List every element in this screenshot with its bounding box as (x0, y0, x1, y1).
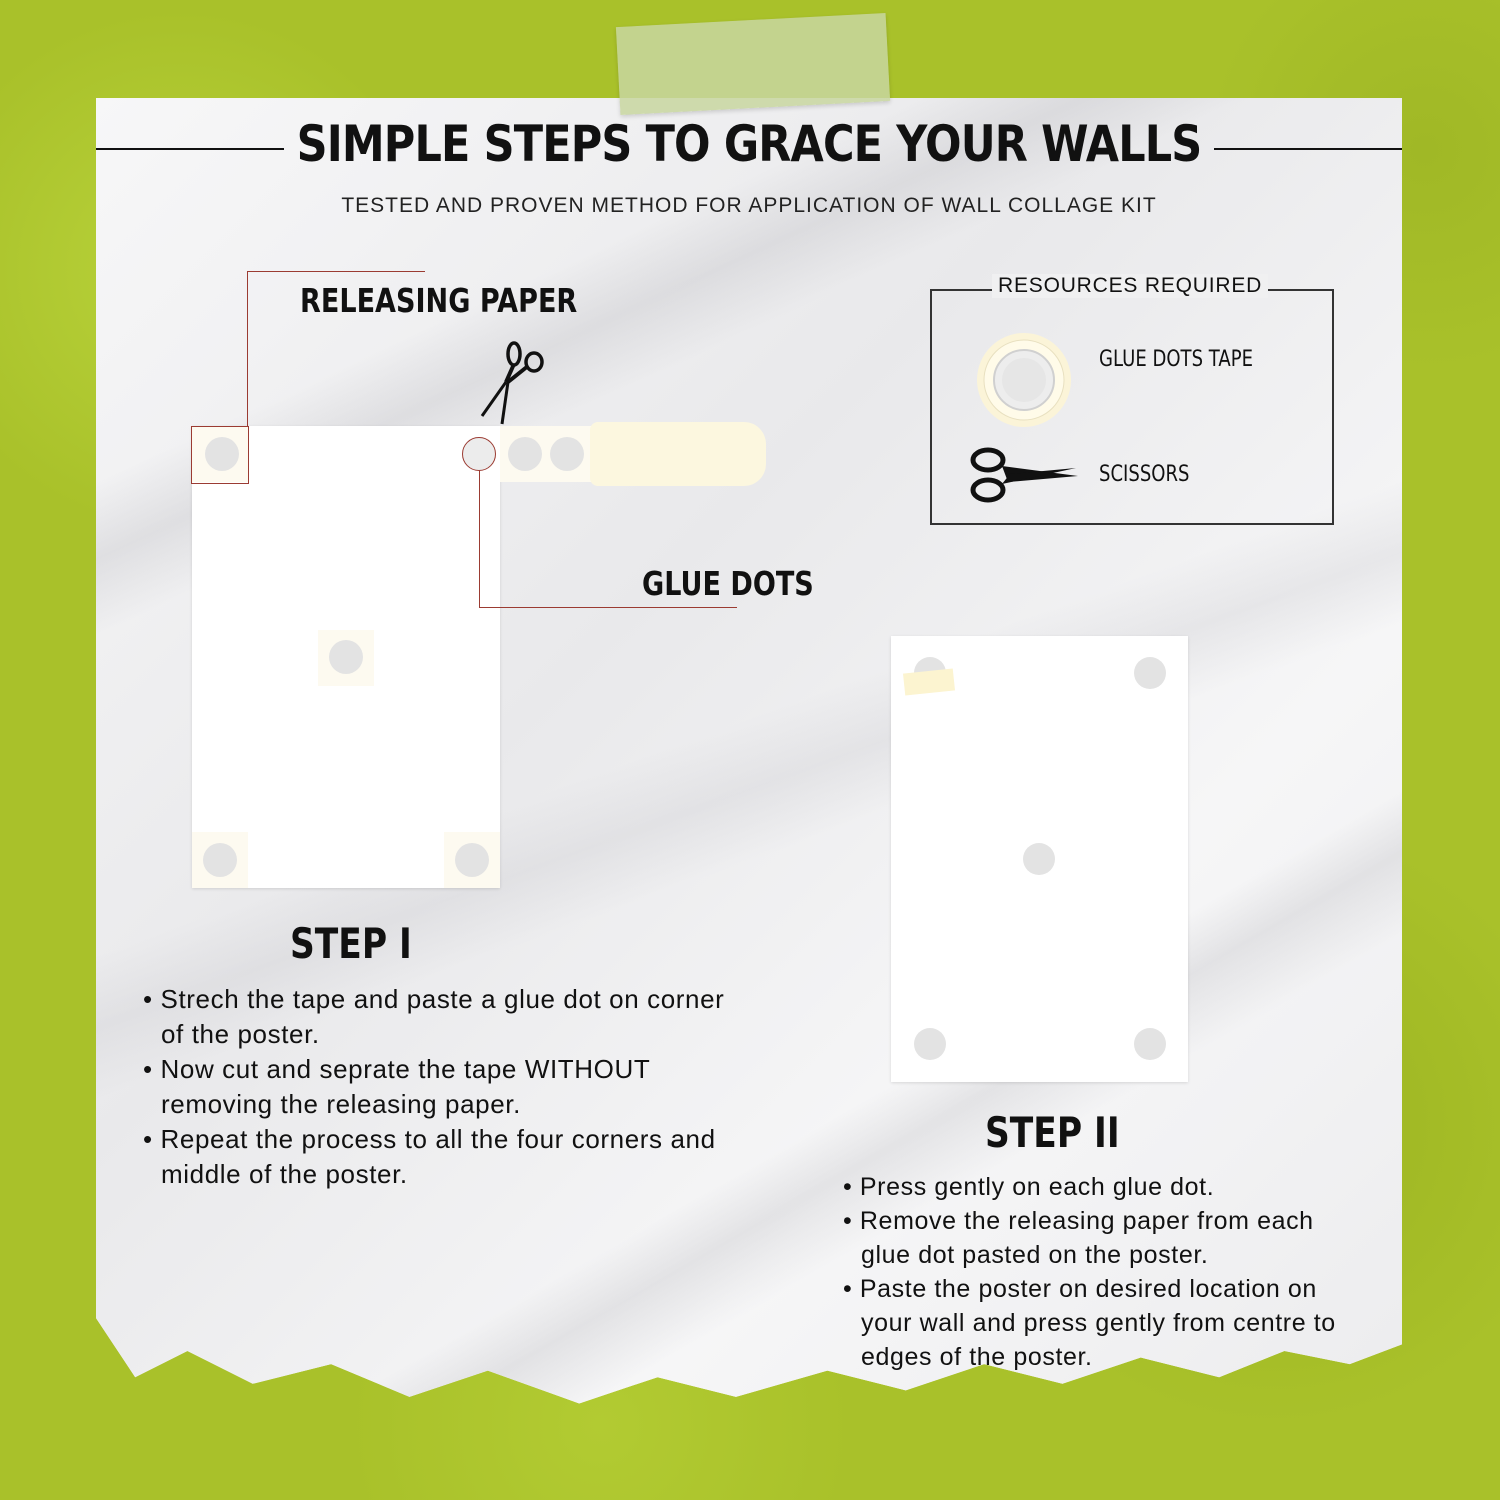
resources-title: RESOURCES REQUIRED (992, 274, 1268, 298)
step1-instructions (143, 982, 733, 1192)
poster-step2 (891, 636, 1188, 1082)
glue-dot (1134, 657, 1166, 689)
glue-dot (1134, 1028, 1166, 1060)
step2-instructions (843, 1170, 1363, 1374)
resource-item-scissors: SCISSORS (1099, 462, 1190, 487)
releasing-paper-highlight (191, 426, 249, 484)
step1-bullet: • Repeat the process to all the four corners and middle of the poster. (143, 1122, 733, 1192)
glue-dots-tape-roll (590, 422, 766, 486)
glue-dots-callout-h (479, 607, 737, 608)
step2-title: STEP II (985, 1108, 1120, 1157)
releasing-paper-peel (903, 668, 955, 695)
releasing-paper-callout-v (247, 271, 248, 426)
glue-dot (203, 843, 237, 877)
resource-item-glue-dots-tape: GLUE DOTS TAPE (1099, 347, 1254, 372)
page-title: SIMPLE STEPS TO GRACE YOUR WALLS (296, 115, 1202, 173)
step1-bullet: • Now cut and seprate the tape WITHOUT removing the releasing paper. (143, 1052, 733, 1122)
glue-dot (329, 640, 363, 674)
glue-dots-label: GLUE DOTS (642, 564, 814, 603)
glue-dots-callout-v (479, 470, 480, 607)
glue-dot (508, 437, 542, 471)
releasing-paper-callout-h (247, 271, 425, 272)
step2-bullet: • Press gently on each glue dot. (843, 1170, 1363, 1204)
step2-bullet: • Paste the poster on desired location on your wall and press gently from centre to edges of the poster. (843, 1272, 1363, 1374)
glue-dot (455, 843, 489, 877)
masking-tape-strip (616, 13, 890, 115)
title-rule-right (1214, 148, 1402, 150)
glue-dot (914, 1028, 946, 1060)
glue-dot-highlight (462, 437, 496, 471)
releasing-paper-label: RELEASING PAPER (300, 281, 578, 320)
scissors-resource-icon (968, 444, 1080, 506)
step2-bullet: • Remove the releasing paper from each glue dot pasted on the poster. (843, 1204, 1363, 1272)
tape-roll-icon (970, 330, 1078, 430)
page-subtitle: TESTED AND PROVEN METHOD FOR APPLICATION OF WALL COLLAGE KIT (341, 194, 1157, 217)
scissors-icon (476, 340, 548, 426)
glue-dot (550, 437, 584, 471)
step1-title: STEP I (290, 919, 412, 968)
step1-bullet: • Strech the tape and paste a glue dot on corner of the poster. (143, 982, 733, 1052)
glue-dot (1023, 843, 1055, 875)
title-row (96, 115, 1402, 185)
poster-step1 (192, 426, 500, 888)
